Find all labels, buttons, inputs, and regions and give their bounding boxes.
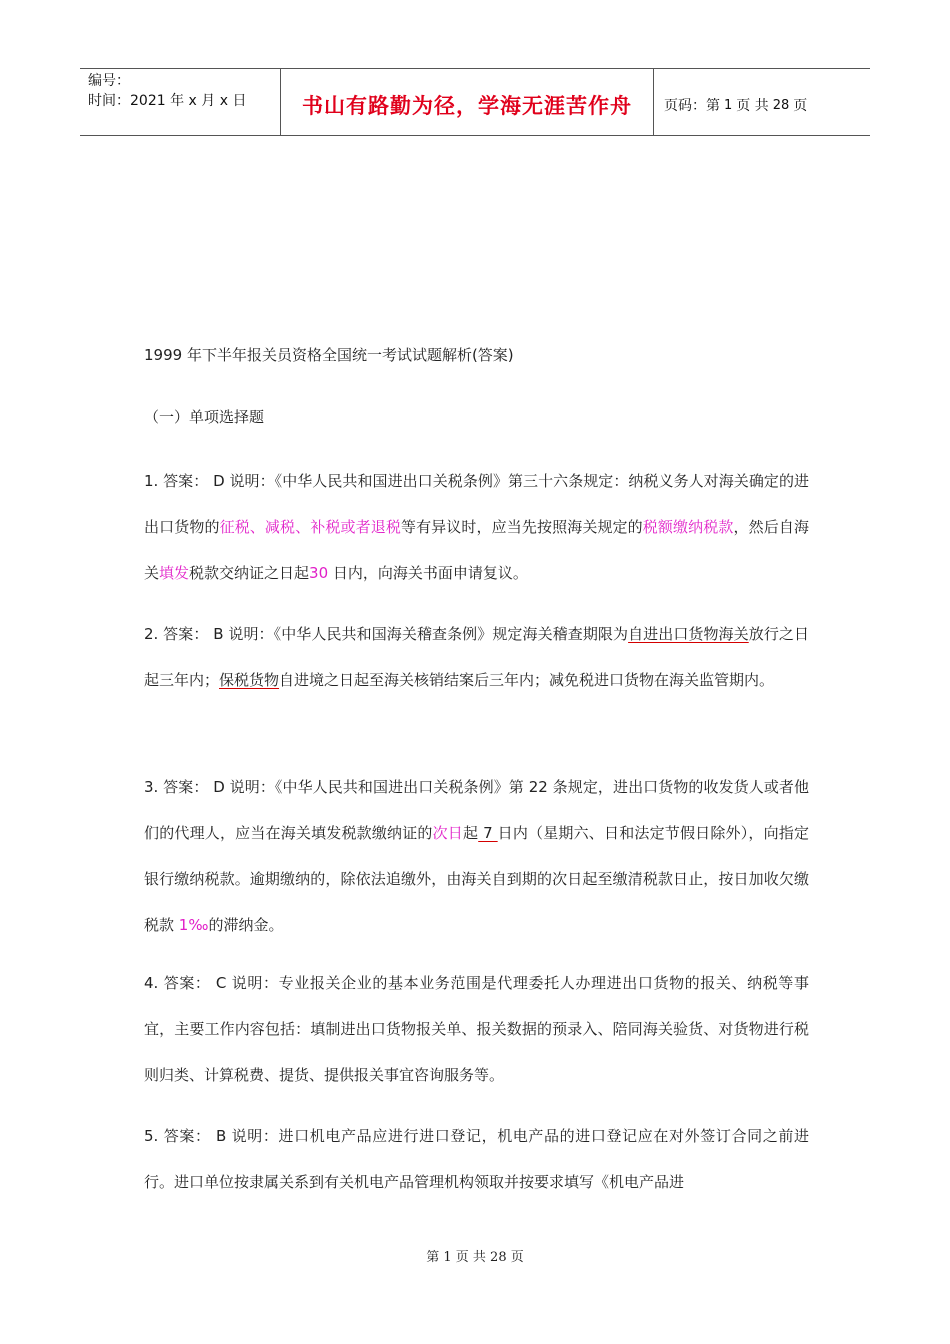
page-footer: 第 1 页 共 28 页 (426, 1250, 524, 1265)
document-title: 1999 年下半年报关员资格全国统一考试试题解析(答案) (144, 346, 514, 364)
highlight-text: 次日 (432, 824, 463, 842)
header-meta (80, 69, 281, 135)
text-run: 等有异议时，应当先按照海关规定的 (400, 518, 643, 536)
page-total: 28 (772, 97, 790, 113)
underlined-text: 自进出口货物海关 (628, 625, 749, 643)
answer-paragraph-2 (144, 611, 809, 703)
text-run: 起 (463, 824, 479, 842)
highlight-text: 填发 (159, 564, 190, 582)
page-current: 1 (724, 97, 733, 113)
page-mid: 页 共 (736, 98, 769, 114)
header-motto: 书山有路勤为径，学海无涯苦作舟 (281, 69, 654, 135)
text-run: 3. 答案： D 说明：《中华人民共和国进出口关税条例》第 22 条规定，进出口货物的收发货人或者他们的代理人，应当在海关填发税款缴纳证的 (144, 778, 809, 842)
highlight-text: 30 (309, 564, 329, 582)
section-heading: （一）单项选择题 (144, 408, 265, 426)
highlight-text: 税额缴纳税款 (642, 518, 734, 536)
document-date: 时间：2021 年 x 月 x 日 (88, 93, 247, 109)
header-page-counter (654, 69, 870, 135)
text-run: 2. 答案： B 说明：《中华人民共和国海关稽查条例》规定海关稽查期限为 (144, 625, 629, 643)
text-run: ，然后自海关 (144, 518, 809, 582)
underlined-text: 保税货物 (219, 671, 280, 689)
text-run: 的滞纳金。 (208, 916, 284, 934)
answer-paragraph-3 (144, 764, 809, 948)
text-run: 税款交纳证之日起 (189, 564, 310, 582)
text-run: 日内（星期六、日和法定节假日除外），向指定银行缴纳税款。逾期缴纳的，除依法追缴外，由海关自到期的次日起至缴清税款日止，按日加收欠缴税款 (144, 824, 809, 934)
answer-paragraph-5: 5. 答案： B 说明：进口机电产品应进行进口登记，机电产品的进口登记应在对外签订合同之前进行。进口单位按隶属关系到有关机电产品管理机构领取并按要求填写《机电产品进 (144, 1127, 809, 1191)
page-suffix: 页 (793, 98, 808, 114)
page-header (80, 68, 870, 136)
highlight-text: 征税、减税、补税或者退税 (219, 518, 401, 536)
answer-paragraph-1 (144, 458, 809, 596)
text-run: 放行之日起三年内； (144, 625, 809, 689)
text-run: 日内，向海关书面申请复议。 (328, 564, 528, 582)
highlight-text: 1‰ (178, 916, 209, 934)
document-number-label: 编号： (88, 73, 130, 89)
page-prefix: 页码：第 (664, 98, 720, 114)
text-run: 1. 答案： D 说明：《中华人民共和国进出口关税条例》第三十六条规定：纳税义务人对海关确定的进出口货物的 (144, 472, 809, 536)
underlined-text: 7 (478, 824, 498, 842)
answer-paragraph-4: 4. 答案： C 说明：专业报关企业的基本业务范围是代理委托人办理进出口货物的报关、纳税等事宜，主要工作内容包括：填制进出口货物报关单、报关数据的预录入、陪同海关验货、对货物进行税则归类、计算税费、提货、提供报关事宜咨询服务等。 (144, 974, 809, 1084)
text-run: 自进境之日起至海关核销结案后三年内；减免税进口货物在海关监管期内。 (279, 671, 775, 689)
